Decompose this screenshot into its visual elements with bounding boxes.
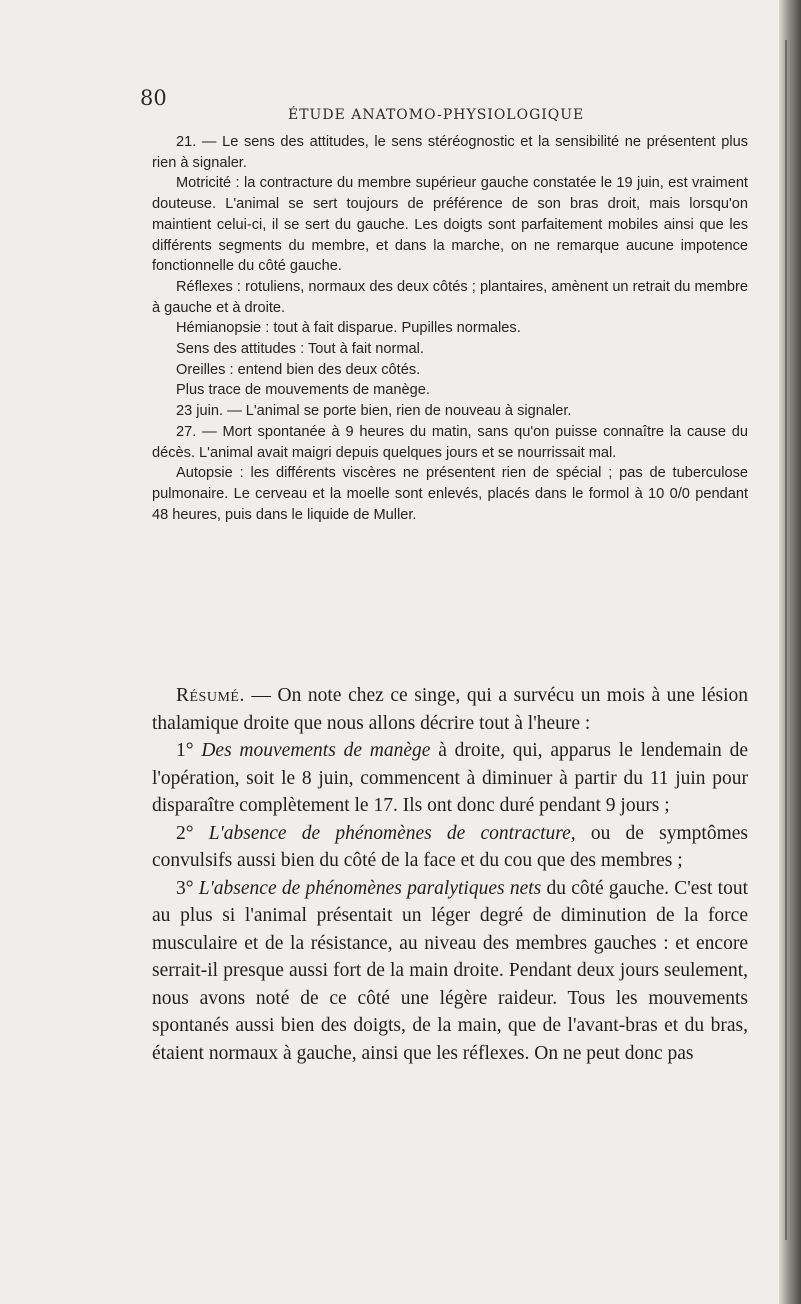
item-text: à droite, qui, apparus le lendemain de l'opération, soit le 8 juin, commencent à diminuer à partir du 11 juin pour disparaître complètement le 17. Ils ont donc duré pendant 9 jours ; <box>152 740 748 816</box>
item-title: L'absence de phénomènes de contracture, <box>208 822 576 844</box>
page-number: 80 <box>140 86 167 110</box>
summary-label: Résumé. <box>176 685 245 706</box>
binding-line <box>785 40 787 1240</box>
note-paragraph: 21. — Le sens des attitudes, le sens stéréognostic et la sensibilité ne présentent plus rien à signaler. <box>152 134 748 171</box>
note-paragraph: Sens des attitudes : Tout à fait normal. <box>176 341 424 358</box>
note-paragraph: 27. — Mort spontanée à 9 heures du matin, sans qu'on puisse connaître la cause du décès. L'animal avait maigri depuis quelques jours et se nourrissait mal. <box>152 423 748 461</box>
item-title: L'absence de phénomènes paralytiques nets <box>198 877 542 899</box>
summary-item-2 <box>152 820 748 875</box>
summary-section <box>152 682 748 1067</box>
item-text: ou de symptômes convulsifs aussi bien du côté de la face et du cou que des membres ; <box>152 822 748 871</box>
note-paragraph: Oreilles : entend bien des deux côtés. <box>176 361 421 378</box>
note-paragraph: Plus trace de mouvements de manège. <box>176 382 430 399</box>
note-paragraph: 23 juin. — L'animal se porte bien, rien de nouveau à signaler. <box>176 403 572 420</box>
observation-notes <box>152 132 748 525</box>
item-text: du côté gauche. C'est tout au plus si l'animal présentait un léger degré de diminution de la force musculaire et de la résistance, au niveau des membres gauches : et encore serrait-il presque aussi fort de la main droite. Pendant deux jours seulement, nous avons noté de ce côté une légère raideur. Tous les mouvements spontanés aussi bien des doigts, de la main, que de l'avant-bras et du bras, étaient normaux à gauche, ainsi que les réflexes. On ne peut donc pas <box>152 877 748 1064</box>
note-paragraph: Hémianopsie : tout à fait disparue. Pupilles normales. <box>176 320 521 337</box>
summary-item-3 <box>152 875 748 1068</box>
item-number: 2° <box>176 822 209 844</box>
running-title: ÉTUDE ANATOMO-PHYSIOLOGIQUE <box>288 107 585 123</box>
page-edge-shadow <box>779 0 801 1304</box>
item-number: 3° <box>176 877 199 899</box>
summary-paragraph <box>152 682 748 737</box>
summary-text: — On note chez ce singe, qui a survécu un mois à une lésion thalamique droite que nous allons décrire tout à l'heure : <box>152 685 748 734</box>
item-title: Des mouvements de manège <box>201 740 431 761</box>
note-paragraph: Réflexes : rotuliens, normaux des deux côtés ; plantaires, amènent un retrait du membre à gauche et à droite. <box>152 278 748 316</box>
summary-item-1 <box>152 737 748 820</box>
note-paragraph: Autopsie : les différents viscères ne présentent rien de spécial ; pas de tuberculose pulmonaire. Le cerveau et la moelle sont enlevés, placés dans le formol à 10 0/0 pendant 48 heures, puis dans le liquide de Muller. <box>152 465 748 523</box>
note-paragraph: Motricité : la contracture du membre supérieur gauche constatée le 19 juin, est vraiment douteuse. L'animal se sert toujours de préférence de son bras droit, mais lorsqu'on maintient celui-ci, il se sert du gauche. Les doigts sont parfaitement mobiles ainsi que les différents segments du membre, et dans la marche, on ne remarque aucune impotence fonctionnelle du côté gauche. <box>152 175 748 275</box>
item-number: 1° <box>176 740 202 761</box>
